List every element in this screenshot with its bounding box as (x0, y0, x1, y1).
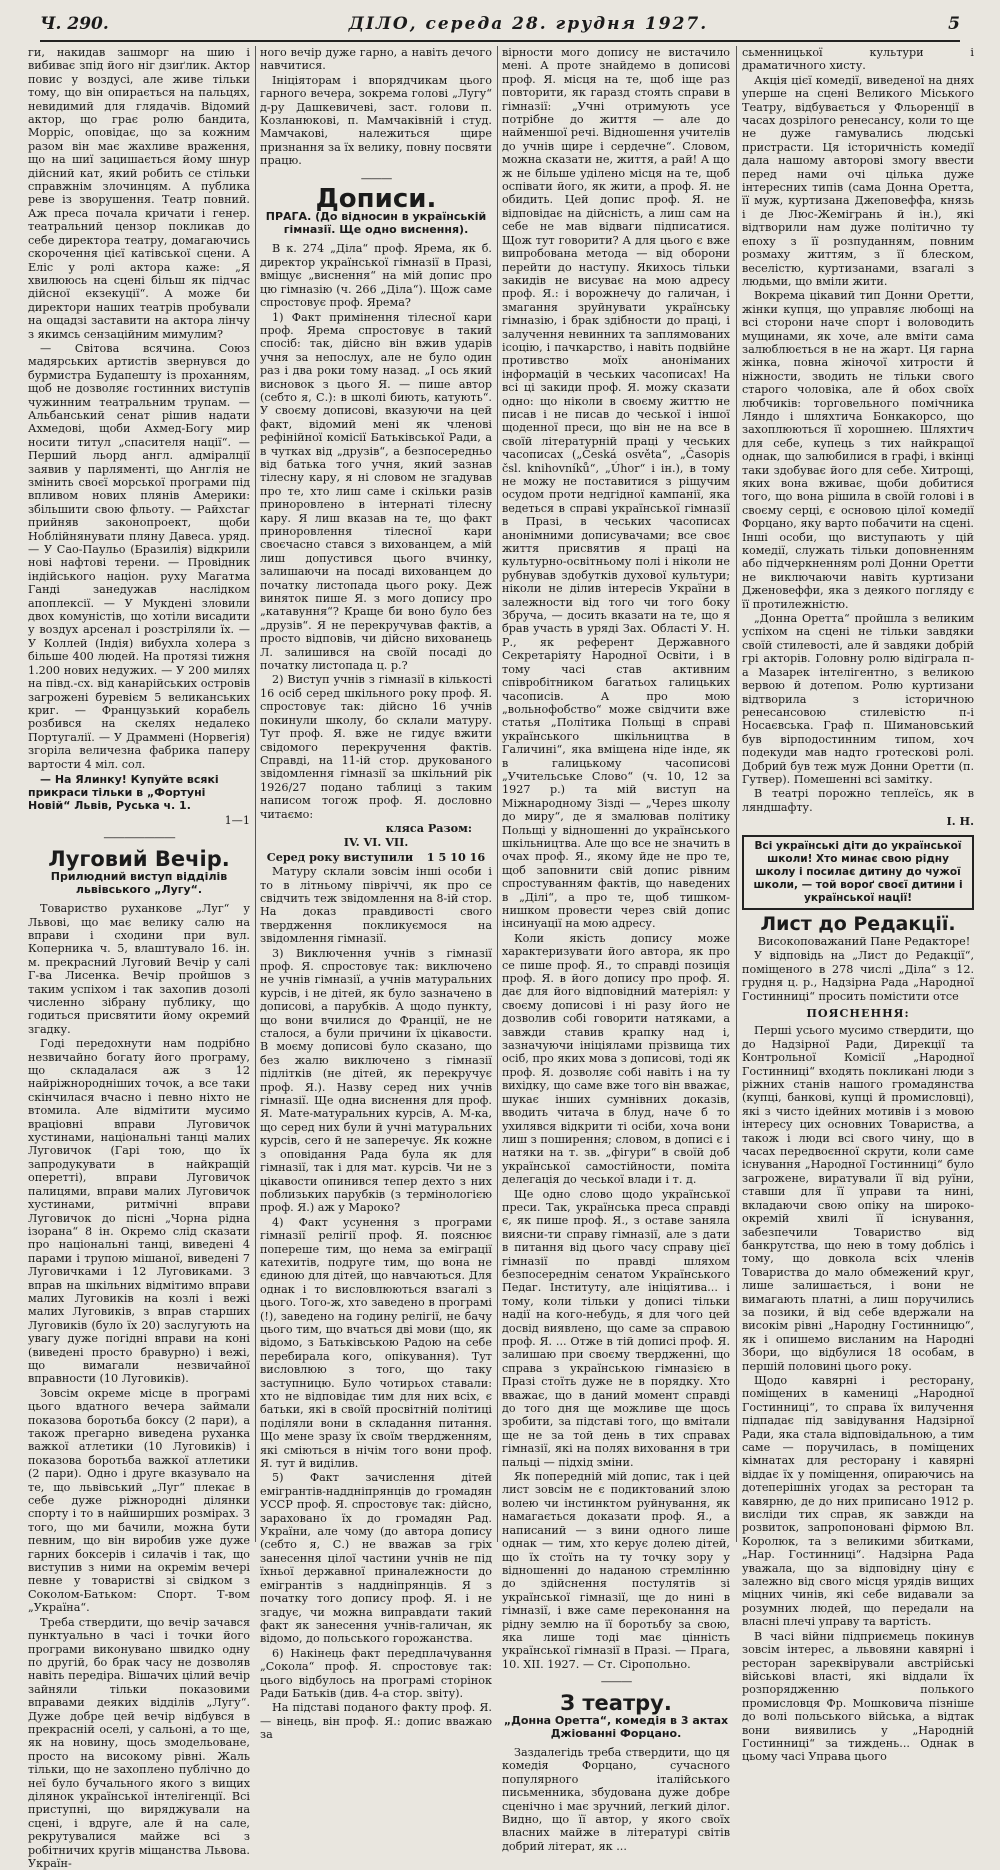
article-text: Заздалегідь треба ствердити, що ця комедія Форцано, сучасного популярного італійського письменника, збудована дуже добре сценічно і має зручний, легкий ділог. Видно, що її автор, у якого своїх власних майже в літературі світів добрий літерат, як ... (502, 1745, 730, 1853)
advertisement: — На Ялинку! Купуйте всякі прикраси тільки в „Фортуні Новій“ Львів, Руська ч. 1. (28, 772, 219, 812)
article-text: сьменницької культури і драматичного хисту. (742, 46, 974, 73)
article-text: 5) Факт зачислення дітей емігрантів-наддніпрянців до громадян УССР проф. Я. спростовує так: дійсно, зараховано їх до громадян Рад. України, але чому (до автора допису (себто я, С.) не вважав за гріх занесення цілої частини учнів не під їхньої державної приналежности до емігрантів з наддніпрянців. Я з початку того допису проф. Я. і не згадує, чи можна виправдати такий факт як занесення учнів-галичан, як відомо, до польського горожанства. (260, 1471, 492, 1646)
table-columns: IV. VI. VII. (343, 835, 409, 850)
article-text: Ще одно слово щодо української преси. Так, українська преса справді є, як пише проф. Я., з оставе заняла виясни-ти справу гімназії, але з дати в питання від цього часу справу цієї гімназії по правді шляхом безпосереднім сенатом Українського Педаг. Інституту, але ініціятива... і тому, коли тільки у дописі тільки надії на кого-небудь, я для чого цей досвід виявлено, що саме за справою проф. Я. ... Отже в тій дописі проф. Я. залишаю при своєму твердженні, що справа з українською гімназією в Празі стоїть дуже не в порядку. Хто вважає, що в даний момент справді до того дня ще можливе ще щось зробити, за підставі того, що вмітали ще не за той день в тих справах гімназії, які на полях виховання в три пальці — підхід зміни. (502, 1187, 730, 1469)
article-text: В к. 274 „Діла“ проф. Ярема, як б. директор української гімназії в Празі, вміщує „виснення“ на мій допис про цю гімназію (ч. 266 „Діла“). Щож саме спростовує проф. Ярема? (260, 242, 492, 310)
section-title: Луговий Вечір. (48, 846, 230, 871)
article-text: Щодо кавярні і ресторану, поміщених в камениці „Народної Гостинниці“, то справа їх вилучення підпадає під завідування Надзірної Ради, яка стала відповідальною, а тим саме — поручилась, в поміщених кімнатах для ресторану і кавярні віддає їх у поміщення, опираючись на дотеперішніх угодах за ресторан та кавярню, де до них приписано 1912 р. висліди тих справ, як завжди на розвиток, запропоновані фірмою Вл. Королюк, та з великими збитками, „Нар. Гостинниці“. Надзірна Рада уважала, що за відповідну ціну є залежно від свого місця урядів вищих міцних чинів, які себе видавали за розумних людей, що передали на власні плечі управу та вартість. (742, 1373, 974, 1629)
subheading: ПОЯСНЕННЯ: (806, 1006, 910, 1020)
signature: І. Н. (946, 814, 974, 829)
news-digest: — Світова всячина. Союз мадярських артистів звернувся до бурмистра Будапешту із проханням, щоб не дозволяє гостинних виступів чужинним театральним трупам. — Альбанський сенат рішив надати Ахмедові, щоби Ахмед-Богу мир носити титул „спасителя нації“. — Перший льорд англ. адміралції заявив у парляменті, що Англія не змінить своєї морської програми під впливом нових плянів Америки: збільшити свою фльоту. — Райхстаг прийняв законопроект, щоби Ноблійнянувати пляну Давеса. уряд. — У Сао-Паульо (Бразилія) відкрили нові нафтові терени. — Провідник індійського націон. руху Магатма Ганді занедужав наслідком апоплексії. — У Мукдені зловили двох комуністів, що хотіли висадити у воздух арсенал і розстріляли їх. — У Коллей (Індія) вибухла холера з більше 400 людей. На протязі тижня 1.200 нових недужих. — У 200 милях на півд.-сх. від канарійських островів загрожені буревієм 5 великанських криг. — Французький корабель розбився на скелях недалеко Португалії. — У Драммені (Норвегія) згоріла величезна фабрика паперу вартости 4 міл. сол. (28, 341, 250, 771)
section-title: Лист до Редакції. (760, 912, 956, 935)
column-divider (255, 46, 256, 1542)
section-subtitle: Прилюдний виступ відділів львівського „Лугу“. (50, 870, 228, 897)
boxed-notice: Всі українські діти до української школи! Хто минає свою рідну школу і посилає дитину до чужої школи, — той вороґ своєї дитини і української нації! (742, 835, 974, 910)
article-text: Акція цієї комедії, виведеної на днях уперше на сцені Великого Міського Театру, відбувається у Фльоренції в часах дозрілого ренесансу, коли то ще не дуже гамувались людські пристрасти. Ця історичність комедії дала нашому авторові змогу ввести перед нами очі цілька дуже інтересних типів (сама Донна Оретта, її муж, куртизана Джеповеффа, князь і де Люс-Жемігрань й ін.), які відтворили нам дуже політично ту епоху з її розпуданням, повним розмаху життям, з її блеском, веселістю, куртизанами, взагалі з людьми, що вміли жити. (742, 73, 974, 288)
column-divider (497, 46, 498, 1542)
article-text: 2) Виступ учнів з гімназії в кількості 16 осіб серед шкільного року проф. Я. спростовує так: дійсно 16 учнів покинули школу, бо склали матуру. Тут проф. Я. вже не гидує вжити свідомого перекручення фактів. Справді, на 11-ій стор. друкованого звідомлення гімназії за шкільний рік 1926/27 подано таблиці з таким написом тогож проф. Я. дословно читаємо: (260, 673, 492, 821)
article-text: 3) Виключення учнів з гімназії проф. Я. спростовує так: виключено не учнів гімназії, а учнів матуральних курсів, і не дітей, як було зазначено в дописові, а парубків. А щодо пункту, що вони вчилися до Франції, не не сталося, а були причини їх цікавости. В моєму дописові було сказано, що без жалю виключено з гімназії підлітків (не дітей, як перекручує проф. Я.). Назву серед них учнів гімназії. Ще одна виснення для проф. Я. Мате-матуральних курсів, А. М-ка, що серед них були й учні матуральних курсів, сего й не заперечує. Як кожне з оповідання Рада була як для гімназії, так і для мат. курсів. Чи не з цікавости опинився тепер дехто з них поблизьких парубків (з термінологією проф. Я.) аж у Мароко? (260, 946, 492, 1215)
article-text: В часі війни підприємець покинув зовсім інтерес, а львовяни кавярні і ресторан зареквірували австрійські військові власті, які віддали їх розпорядженню полького промисловця Фр. Мошковича пізніше до волі польського війська, а відтак вони виявились у „Народній Гостинниці“ за тиждень... Однак в цьому часі Управа цього (742, 1629, 974, 1764)
article-text: В театрі порожно теплеїсь, як в ляндшафту. (742, 787, 974, 814)
article-text: Треба ствердити, що вечір зачався пунктуально в часі і точки його програми виконувано швидко одну по другій, бо брак часу не дозволяв навіть передіра. Вішачих цілий вечір зайняли тільки показовими вправами деяких відділів „Лугу“. Дуже добре цей вечір відбувся в прекрасній оселі, у сальоні, а то ще, як на новину, щось змодельоване, просто на високому рівні. Жаль тільки, що не захоплено публічно до неї було бучального якого з вищих ділянок української інтелігенції. Всі приступні, що виряджували на сцені, і вдруге, але й на сале, рекрутувалися майже всі з робітничих кругів міщанства Львова. Україн- (28, 1615, 250, 1870)
section-title: Дописи. (315, 184, 437, 215)
article-text: Зовсім окреме місце в програмі цього вдатного вечера займали показова боротьба боксу (2 пари), а також прегарно виведена руханка важкої атлетики (10 Луговиків) і показова боротьба важкої атлетики (2 пари). Одно і друге вказувало на те, що львівський „Луг“ плекає в себе дуже ріжнородні ділянки спорту і то в найширших розмірах. З того, що ми бачили, можна бути певним, що він виробив уже дуже гарних боксерів і силачів і так, що виступив з ними на окремім вечері певне у товаристві зі свідком з Соколом-Батьком: Спорт. Т-вом „Україна“. (28, 1386, 250, 1615)
article-text: Вокрема цікавий тип Донни Оретти, жінки купця, що управляє любощі на всі сторони наче спорт і воловодить мущинами, як хоче, але вміти сама залюблюється в не на жарт. Ця гарна жінка, повна жіночої хитрости й ніжности, зводить не тільки свого старого чоловіка, але й обох своїх любчиків: торговельного помічника Ляндо і шляхтича Бонкакорсо, що захоплюються її хорошнею. Шляхтич для себе, купець з тих найкращої однак, що залюбилися в графі, і вкінці таки здобуває його для себе. Хитрощі, яких вона вживає, щоби добитися того, що вона рішила в своїй голові і в своєму серці, є основою цілої комедії Форцано, яку варто побачити на сцені. Інші особи, що виступають у цій комедії, служать тільки доповненням або підчеркненням ролі Донни Оретти не виключаючи навіть куртизани Дженовеффи, яка з деякого погляду є її протилежністю. (742, 289, 974, 611)
article-text: 1) Факт примінення тілесної кари проф. Ярема спростовує в такий спосіб: так, дійсно він вжив ударів учня за непослух, але не було один раз і два роки тому назад. „І ось який висновок з цього Я. — пише автор (себто я, С.): в школі биють, катують“. У своєму дописові, вказуючи на цей факт, відомий мені як членові рефінійної комісії Батьківської Ради, а в чутках від „друзів“, а безпосередньо від батька того учня, який зазнав тілесну кару, я ні словом не згадував про те, хто лиш саме і скільки разів приноровлено в інтернаті тілесну кару. Я лиш вказав на те, що факт приноровлення тілесної кари своєчасно стався з вихованцем, а мій лиш допустився цього вчинку, залишаючи на посаді вихованцем до початку листопада цього року. Деж виняток пише Я. з мого допису про „катавуння“? Краще би воно було без „друзів“. Я не перекручував фактів, а просто відповів, чи дійсно вихованець Л. залишився на своїй посаді до початку листопада ц. р.? (260, 310, 492, 673)
column-divider (736, 46, 737, 1542)
article-text: 6) Накінець факт передплачування „Сокола“ проф. Я. спростовує так: цього відбулось на програмі сторінок Ради Батьків (див. 4-а стор. звіту). (260, 1646, 492, 1700)
article-text: „Донна Оретта“ пройшла з великим успіхом на сцені не тільки завдяки своїй стилевості, але й завдяки добрій грі акторів. Головну ролю відіграла п-а Мазарек інтелігентно, з великою вервою й дотепом. Ролю куртизани відтворила з історичною ренесансовою стилевістю п-і Носаєвська. Граф п. Шимановський був вірподостинним типом, хоч подекуди мав надто гротескові ролі. Добрий був теж муж Донни Оретти (п. Гутвер). Помешенні всі замітку. (742, 612, 974, 786)
article-text: Перші усього мусимо ствердити, що до Надзірної Ради, Дирекції та Контрольної Комісії „Народної Гостинниці“ входять покликані люди з ріжних станів нашого громадянства (купці, банкові, купці й промисловці), які з чисто ідейних мотивів і з мовою інтересу цих основних Товариства, а також і люди всі свого чину, що в часах передвоєнної скрути, коли саме існування „Народної Гостинниці“ було загрожене, виратували її від руїни, ставши для її управи та нині, вкладаючи свою опіку на широко-окремій хвилі її існування, забезпечили Товариство від банкрутства, що нею в тому доблісь і тому, що довкола всіх членів Товариства до мало обмежений круг, лише залишається, і вони не вимагають платні, а лиш поручились за позики, й від себе вдержали на високім рівні „Народну Гостинницю“, як і опишемо висланим на Народні Збори, що відбулися 18 особам, в першій половині цього року. (742, 1024, 974, 1373)
column-4 (742, 46, 974, 1764)
salutation: Високоповажаний Пане Редакторе! (757, 934, 971, 948)
section-subtitle: ПРАГА. (До відносин в українській гімназії. Ще одно виснення). (265, 210, 487, 237)
column-1 (28, 46, 250, 1870)
article-text: На підставі поданого факту проф. Я. — вінець, він проф. Я.: допис вважаю за (260, 1701, 492, 1742)
article-text: 4) Факт усунення з програми гімназії релігії проф. Я. пояснює попереше тим, що нема за еміграції катехитів, подруге тим, що вона не єдиною для дітей, що навчаються. Для однак і то висловлюються взагалі з цього. Того-ж, хто заведено в програмі (!), заведено на годину релігії, не бачу цього тим, що вчаться дві мови (що, як відомо, з Батьківською Радою на себе перебирала кого, опікування). Тут висловлюю з того, що таку заступницю. Було чотирьох ставали: хто не відповідає тим для них всіх, є батьки, які в своїй просвітній політиці поділяли вони в складання питання. Що мене зразу їх своїм твердженням, які сміються в нічім того вони проф. Я. тут й виділив. (260, 1215, 492, 1471)
table-row-label: Серед року виступили (266, 849, 414, 864)
section-subtitle: „Донна Оретта“, комедія в 3 актах Джіованні Форцано. (503, 1713, 729, 1740)
article-text: Матуру склали зовсім інші особи і то в літньому півріччі, як про се свідчить теж звідомлення на 8-ій стор. На доказ правдивості свого твердження покликуємося на звідомлення гімназії. (260, 865, 492, 946)
issue-number: Ч. 290. (40, 14, 109, 34)
separator: ——————— (103, 831, 175, 845)
article-text: Годі передохнути нам подрібно незвичайно богату його програму, що складалася аж з 12 найріжнородніших точок, а все таки скінчилася вчасно і певно ніхто не втомила. Але відмітити мусимо враціовні вправи Луговичок хустинами, національні танці малих Луговичок (Гарі тою, що їх запродукувати в найкращій оперетті), вправи Луговичок палицями, вправи малих Луговичок хустинами, ритмічні вправи Луговичок до пісні „Чорна рідна ізорана“ 8 ін. Окремо слід сказати про національні танці, виведені 4 парами і трупою мішаної, виведені 7 Луговичками і 12 Луговиками. З вправ на шкільних відмітимо вправи малих Луговиків на козлі і вежі малих Луговиків, з вправ старших Луговиків (було їх 20) заслугують на увагу дуже погідні вправи на коні (виведені просто бравурно) і вежі, що вимагали незвичайної вправности (10 Луговиків). (28, 1037, 250, 1386)
header-rule (40, 40, 960, 42)
article-text: У відповідь на „Лист до Редакції“, поміщеного в 278 числі „Діла“ з 12. грудня ц. р., Надзірна Рада „Народної Гостинниці“ просить помістити отсе (742, 949, 974, 1003)
article-text: Коли якість допису може характеризувати його автора, як про се пише проф. Я., то справді позиція проф. Я. в його допису про проф. Я. дає для його відповідний матеріял: у своєму дописові і ні разу його не дозволив собі говорити натяками, а завжди ставив крапку над і, зазначуючи ініціялами прізвища тих осіб, про яких мова з дописові, тоді як проф. Я. дозволяє собі навіть і на ту вихідку, що саме вже того він вважає, шукає інших сумнівних доказів, вводить читача в блуд, наче б то ухилявся відкрити ті осіби, хоча вони лиш з поширення; словом, в дописі є і натяки на т. зв. „фігури“ в своїй доб української самостійности, поміта делегація до чеської влади і т. д. (502, 931, 730, 1187)
page-header (40, 14, 960, 36)
ad-reference: 1—1 (224, 813, 250, 827)
column-3 (502, 46, 730, 1853)
article-text: ги, накидав зашморг на шию і вибиває зпід його ніг дзиґлик. Актор повис у воздусі, але живе тільки тому, що він опирається на пальцях, невидимий для глядачів. Відомий актор, що грає ролю бандита, Морріс, оповідає, що за кожним разом він має жахливе враження, що на шиї зацишається йому шнур дійсний кат, який робить се стільки справжнім злочинцям. А публика реве із зворушення. Театр повний. Аж преса почала кричати і генер. театральний цензор покликав до себе директора театру, домагаючись скорочення цієї катівської сцени. А Еліс у ролі актора каже: „Я хвилююсь на сцені більш як підчас дійсної екзекуції“. А може би директори наших театрів пробували на ощадзі заставити на актора лінчу з якимсь сензаційним мимулим? (28, 46, 250, 341)
article-text: ного вечір дуже гарно, а навіть дечого навчитися. (260, 46, 492, 73)
masthead-date: ДІЛО, середа 28. грудня 1927. (348, 14, 709, 34)
article-text: вірности мого допису не вистачило мені. А проте знайдемо в дописові проф. Я. місця на те, щоб іще раз повторити, як гаразд стоять справи в гімназії: „Учні отримують усе потрібне до життя — але до найменшої речі. Відношення учителів до учнів щире і сердечне“. Словом, можна сказати не, життя, а рай! А що ж не більше уділено місця на те, щоб оспівати його, як жити, а проф. Я. не обидить. Цей допис проф. Я. не відповідає на дійсність, а лиш сам на себе не мав відваги підписатися. Щож тут говорити? А для цього є вже випробована метода — від оборони перейти до наступу. Якихось тільки закидів не висуває на мою адресу проф. Я.: і ворожнечу до галичан, і змагання зруйнувати українську гімназію, і брак здібности до праці, і залучення невинних та заплямованих ісоцію, і пачкарство, і навіть подвійне противство моїх аноніманих інформацій в чеських часописах! На всі ці закиди проф. Я. можу сказати одно: що ніколи в своєму життю не писав і не писав до чеської і іншої щоденної преси, що він не на все в своїй літературній праці у чеських часописах („Česká osvěta“, „Časopis čsl. knihovníků“, „Úhor“ і ін.), в тому не можу не поставитися з ріщучим осудом проти недгідної кампанії, яка ведеться в справі української гімназії в Празі, в чеських часописах анонімними дописувачами; все своє життя присвятив я праці на культурно-освітньому полі і ніколи не рубнував здобутків духової культури; ніколи не ділив інтересів України в залежности від того чи того боку Збруча, — досить вказати на те, що я брав участь в уряді Зах. Області У. Н. Р., як референт Державного Секретаріяту Народної Освіти, і в тому часі став активним співробітником багатьох галицьких часописів. А про мою „вольнофобство“ може свідчити вже статья „Політика Польщі в справі українського шкільництва в Галичині“, яка вміщена ніде інде, як в галицькому часописові „Учительське Слово“ (ч. 10, 12 за 1927 р.) та мій виступ на Міжнародному Зізді — „Через школу до миру“, де я змалював політику Польщі у відношенні до українського шкільництва. Але що все не значить в очах проф. Я., якому йде не про те, щоб заповнити свій допис рівним спростуванням фактів, що наведених в „Ділі“, а про те, щоб тишком-нишком провести через свій допис інсинуації на мою адресу. (502, 46, 730, 931)
separator: ——— (600, 1675, 632, 1689)
table-header: кляса Разом: (385, 820, 472, 835)
article-text: Як попередній мій допис, так і цей лист зовсім не є подиктований злою волею чи інстинктом руйнування, як намагається доказати проф. Я., а написаний — з вини одного лише однак — тим, хто керує долею дітей, що їх стоїть на ту точку зору у відношенні до наданою стремлінню до здійснення постулятів зі української гімназії, ще до нині в гімназії, і вже саме переконання на рідну землю на її боротьбу за свою, яка лише тоді має цінність української гімназії в Празі. — Прага, 10. XII. 1927. — Ст. Сіропольно. (502, 1470, 730, 1671)
table-row (260, 851, 492, 864)
separator: ——— (360, 171, 392, 185)
column-2 (260, 46, 492, 1742)
article-text: Ініціяторам і впорядчикам цього гарного вечера, зокрема голові „Лугу“ д-ру Дашкевичеві, заст. голови п. Козланюкові, п. Мамчаківній і студ. Мамчакові, належиться щире признання за їх велику, повну посвяти працю. (260, 73, 492, 168)
section-title: З театру. (560, 1690, 672, 1715)
article-text: Товариство руханкове „Луг“ у Львові, що має велику салю на вправи і сходини при вул. Коперника ч. 5, влаштувало 16. ін. м. прекрасний Луговий Вечір у салі Г-ва Лисенка. Вечір пройшов з таким успіхом і так захопив дозолі численно зібрану публику, що годиться присвятити йому окремий згадку. (28, 902, 250, 1036)
table-row-values: 1 5 10 16 (426, 849, 486, 864)
page-number: 5 (948, 14, 960, 34)
